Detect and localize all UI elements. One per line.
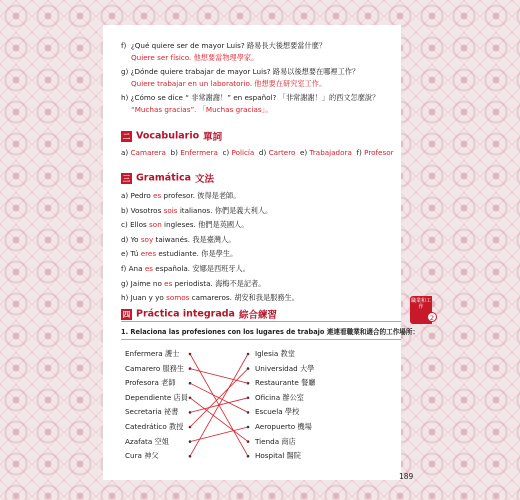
section-vocabulario-heading: 二 Vocabulario 單詞: [122, 130, 223, 143]
section-number-badge: 二: [122, 131, 131, 141]
grammar-item: b) Vosotros sois italianos. 你們是義大利人。: [121, 205, 273, 215]
section-number-badge: 三: [122, 173, 131, 183]
match-left-item: Dependiente 店員: [125, 392, 188, 402]
question-g: g) ¿Dónde quiere trabajar de mayor Luis? 路易以後想要在哪裡工作？: [121, 67, 360, 76]
answer-f: Quiere ser físico. 他想要當物理學家。: [131, 53, 259, 62]
match-right-item: Escuela 學校: [255, 407, 300, 417]
match-right-item: Aeropuerto 機場: [255, 422, 312, 431]
match-left-item: Cura 神父: [125, 451, 159, 461]
section-gramatica-heading: 三 Gramática 文法: [122, 172, 215, 185]
chapter-number-badge: 2: [427, 312, 437, 322]
answer-h: “Muchas gracias”. 「Muchas gracias」。: [131, 105, 273, 114]
question-h: h) ¿Cómo se dice “ 非常謝謝！” en español? 「非常謝謝！」的西文怎麼說？: [121, 93, 380, 102]
match-right-item: Restaurante 餐廳: [255, 378, 316, 388]
answer-g: Quiere trabajar en un laboratorio. 他想要在研究室工作。: [131, 79, 327, 88]
match-right-item: Oficina 辦公室: [255, 392, 304, 402]
practice-instruction: 1. Relaciona las profesiones con los lugares de trabajo 連連看職業和適合的工作場所：: [121, 328, 420, 336]
match-left-item: Catedrático 教授: [125, 422, 184, 431]
grammar-item: g) Jaime no es periodista. 海梅不是記者。: [121, 278, 266, 288]
match-left-item: Secretaria 祕書: [125, 407, 179, 417]
section-practica-heading: 四 Práctica integrada 綜合練習: [122, 308, 277, 321]
match-left-item: Profesora 老師: [125, 378, 176, 388]
divider: [121, 321, 401, 322]
grammar-item: a) Pedro es profesor. 彼得是老師。: [121, 191, 241, 200]
section-number-badge: 四: [122, 309, 131, 319]
grammar-item: d) Yo soy taiwanés. 我是臺灣人。: [121, 234, 236, 244]
grammar-item: e) Tú eres estudiante. 你是學生。: [121, 249, 238, 259]
vocab-answers: a) Camarera b) Enfermera c) Policía d) Cartero e) Trabajadora f) Profesor: [121, 148, 394, 157]
match-left-item: Camarero 服務生: [125, 363, 185, 373]
match-left-item: Enfermera 護士: [125, 349, 180, 358]
chapter-side-tab: 職業和工作: [410, 296, 432, 324]
match-right-item: Universidad 大學: [255, 363, 315, 373]
match-right-item: Tienda 商店: [255, 436, 296, 446]
question-f: f) ¿Qué quiere ser de mayor Luis? 路易長大後想要當什麼？: [121, 41, 327, 50]
page-number: 189: [399, 472, 414, 481]
match-left-item: Azafata 空姐: [125, 436, 169, 446]
grammar-item: c) Ellos son ingleses. 他們是英國人。: [121, 220, 249, 230]
divider: [121, 339, 401, 340]
match-right-item: Hospital 醫院: [255, 451, 301, 461]
grammar-item: h) Juan y yo somos camareros. 胡安和我是服務生。: [121, 293, 299, 303]
match-right-item: Iglesia 教堂: [255, 349, 295, 358]
grammar-item: f) Ana es española. 安娜是西班牙人。: [121, 264, 250, 273]
